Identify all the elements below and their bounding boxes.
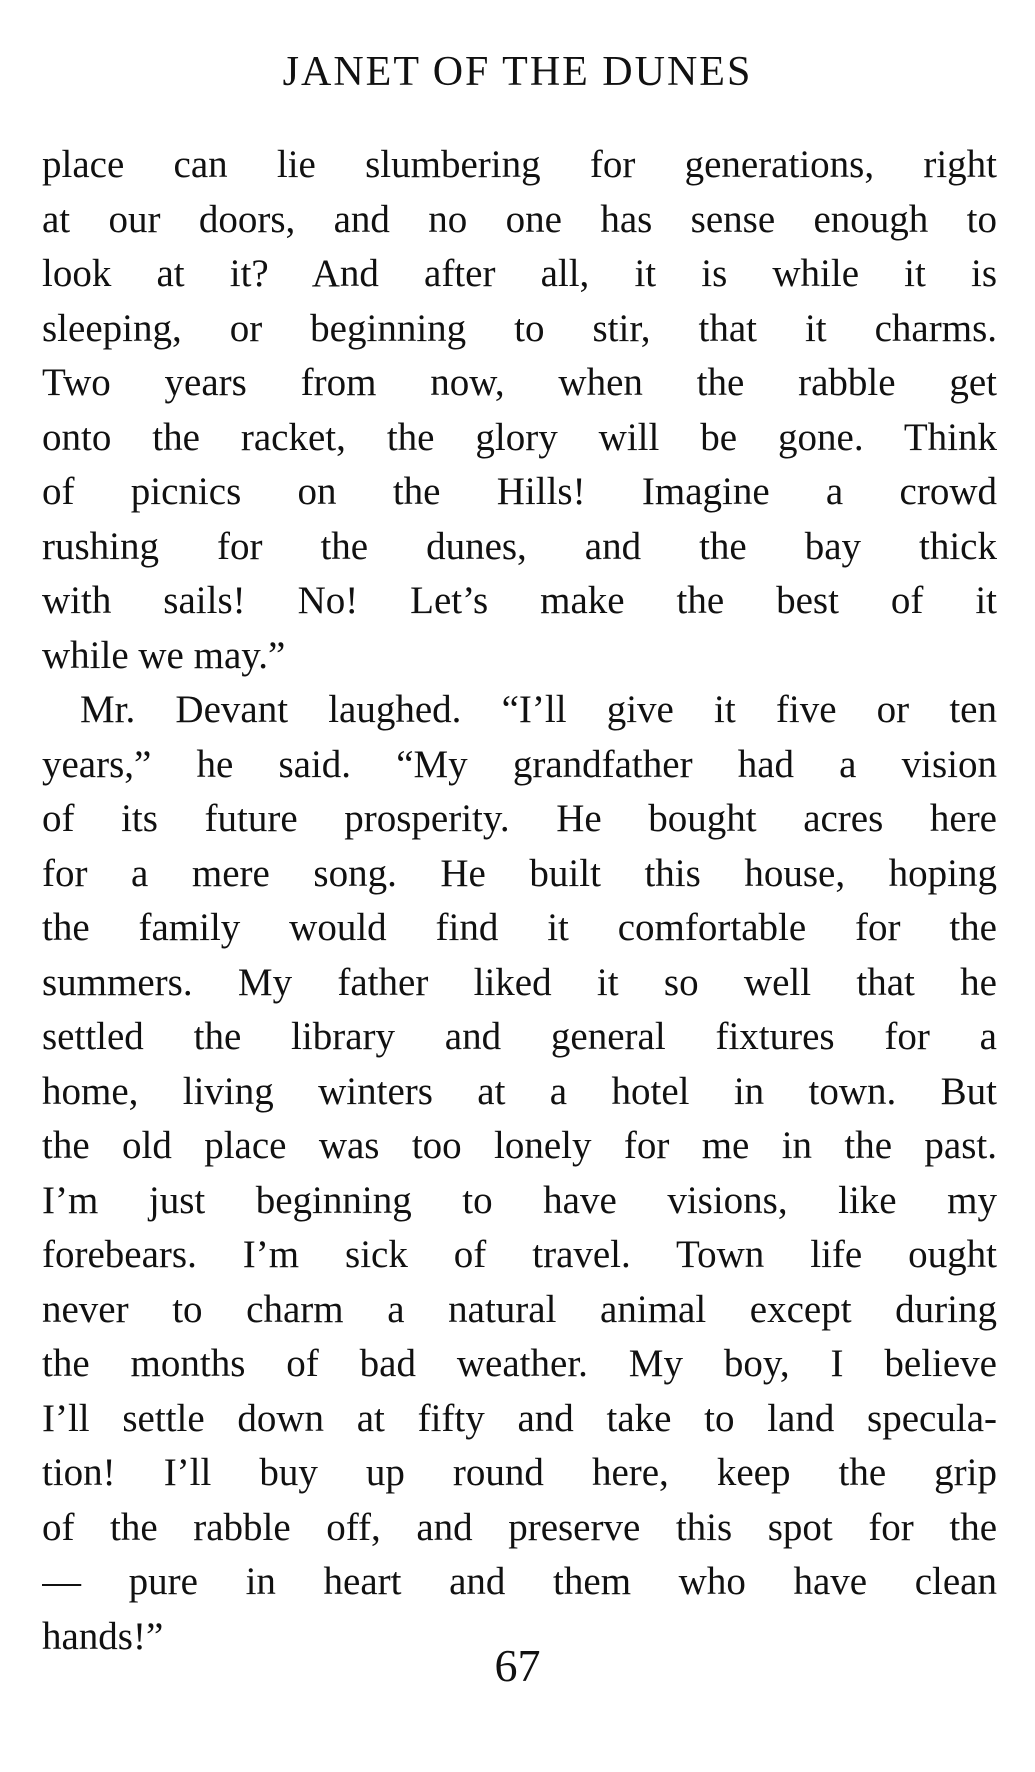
paragraph-end-line: while we may.”: [42, 633, 286, 677]
paragraph-start-line: Mr. Devant laughed. “I’ll give it five or ten: [80, 688, 997, 731]
text-line: rushing for the dunes, and the bay thick: [42, 524, 997, 568]
text-line: of its future prosperity. He bought acres here: [42, 797, 997, 840]
running-title: JANET OF THE DUNES: [282, 49, 753, 95]
text-line: place can lie slumbering for generations, right: [42, 143, 997, 186]
text-line: the months of bad weather. My boy, I believe: [42, 1342, 997, 1385]
paragraph-end-line: hands!”: [42, 1614, 164, 1658]
text-line: tion! I’ll buy up round here, keep the grip: [42, 1451, 997, 1494]
text-line: at our doors, and no one has sense enough to: [42, 197, 997, 241]
text-line: forebears. I’m sick of travel. Town life ought: [42, 1233, 997, 1276]
text-line: of the rabble off, and preserve this spot for the: [42, 1505, 997, 1549]
text-line: years,” he said. “My grandfather had a vision: [42, 742, 997, 786]
text-line: never to charm a natural animal except during: [42, 1287, 997, 1331]
text-line: the old place was too lonely for me in the past.: [42, 1124, 997, 1167]
text-line: summers. My father liked it so well that he: [42, 960, 997, 1004]
text-line: with sails! No! Let’s make the best of it: [42, 579, 997, 622]
text-line: sleeping, or beginning to stir, that it charms.: [42, 306, 997, 350]
text-line: of picnics on the Hills! Imagine a crowd: [42, 470, 997, 513]
text-line: settled the library and general fixtures for a: [42, 1015, 997, 1058]
text-line: the family would find it comfortable for the: [42, 906, 997, 949]
text-line: I’m just beginning to have visions, like my: [42, 1178, 997, 1222]
text-line: onto the racket, the glory will be gone. Think: [42, 415, 997, 459]
text-line: look at it? And after all, it is while it is: [42, 252, 997, 295]
text-line: for a mere song. He built this house, hoping: [42, 851, 997, 895]
text-line: Two years from now, when the rabble get: [42, 361, 997, 404]
page-number: 67: [494, 1640, 541, 1691]
text-line: — pure in heart and them who have clean: [42, 1560, 997, 1603]
body-text: [42, 138, 997, 1664]
text-line: home, living winters at a hotel in town. But: [42, 1069, 997, 1113]
text-line: I’ll settle down at fifty and take to land specula-: [42, 1396, 997, 1440]
